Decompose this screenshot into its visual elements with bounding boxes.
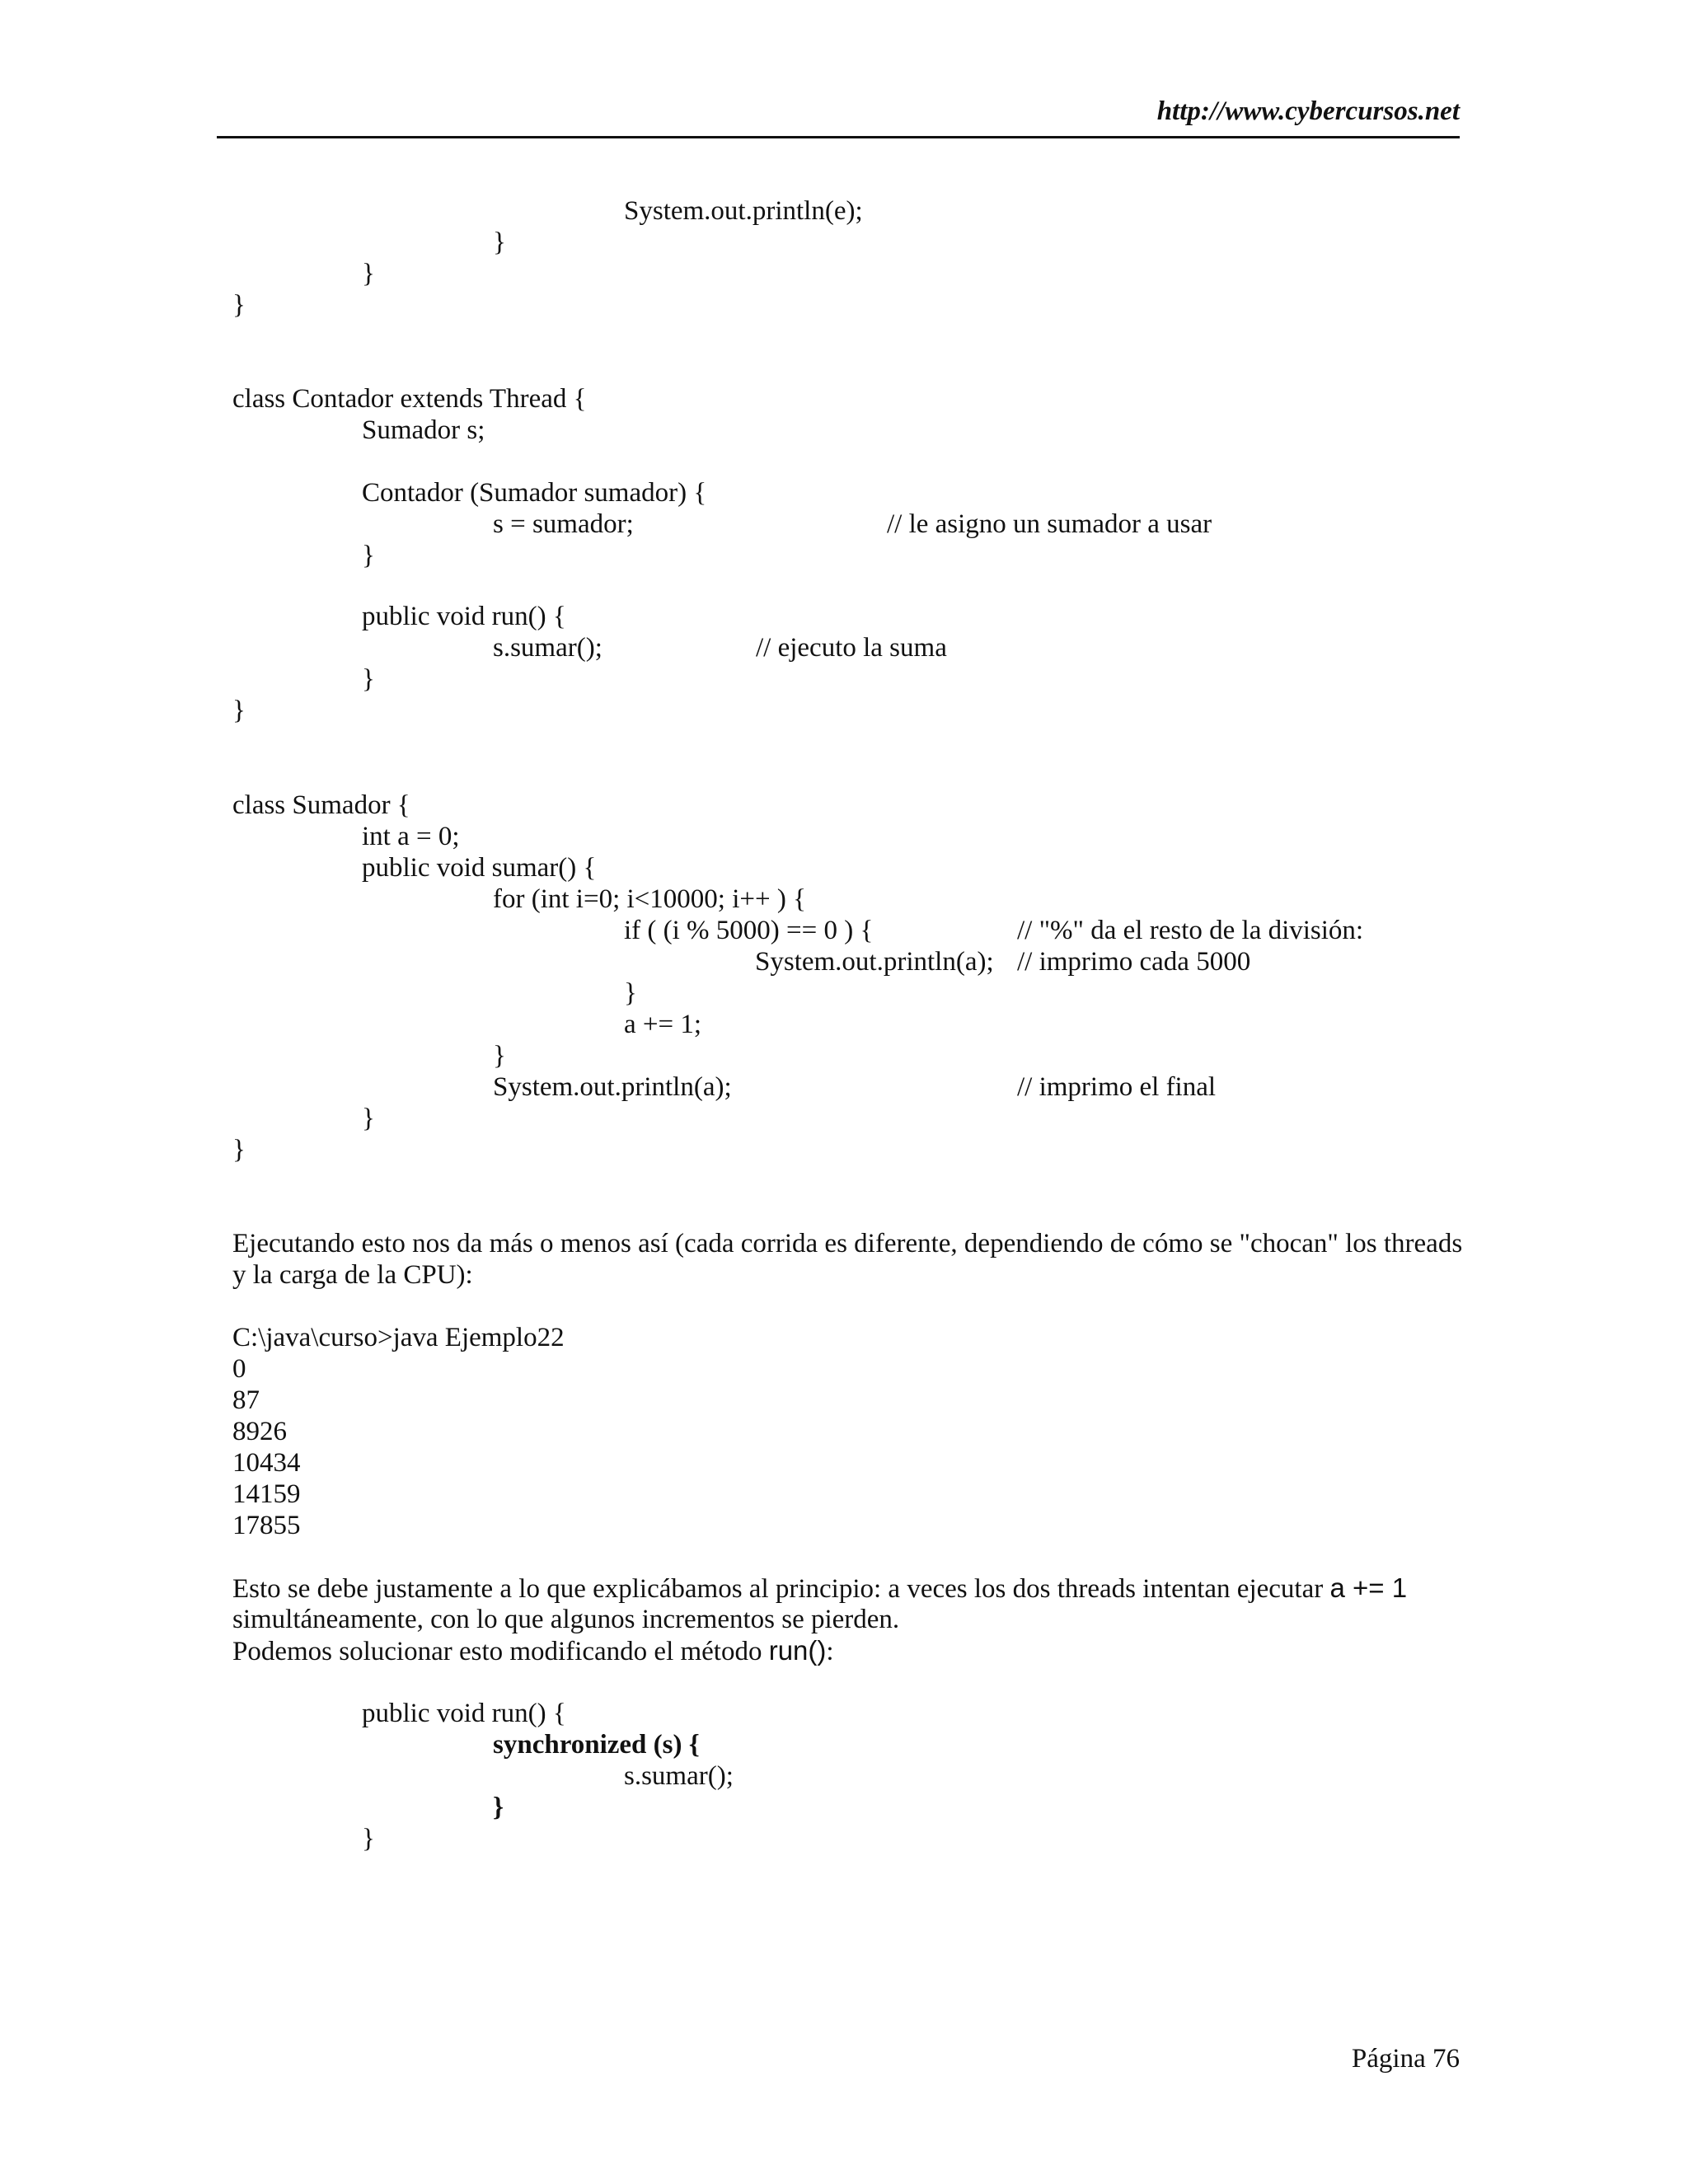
code-line: System.out.println(a); [493, 1072, 732, 1102]
paragraph-text: Esto se debe justamente a lo que explicábamos al principio: a veces los dos threads intentan ejecutar [232, 1574, 1330, 1604]
code-line-synchronized: synchronized (s) { [493, 1730, 700, 1760]
code-line: public void run() { [362, 602, 566, 631]
code-comment: // "%" da el resto de la división: [1017, 916, 1364, 945]
code-comment: // le asigno un sumador a usar [887, 509, 1212, 539]
code-line: } [232, 290, 246, 320]
code-line-synchronized-close: } [493, 1793, 504, 1822]
console-output-line: 10434 [232, 1448, 301, 1478]
page-number: Página 76 [1351, 2044, 1460, 2074]
console-output-line: 14159 [232, 1479, 301, 1509]
console-output-line: 17855 [232, 1511, 301, 1540]
code-line: System.out.println(a); [755, 947, 994, 977]
code-line: public void run() { [362, 1699, 566, 1728]
code-line: } [232, 696, 246, 725]
code-line: } [493, 1041, 506, 1071]
code-line: } [493, 227, 506, 257]
code-line: s = sumador; [493, 509, 634, 539]
console-output-line: 87 [232, 1385, 260, 1415]
code-line: class Sumador { [232, 790, 410, 820]
inline-code: a += 1 [1329, 1572, 1408, 1603]
code-line: System.out.println(e); [624, 196, 863, 226]
code-line: a += 1; [624, 1010, 702, 1039]
code-comment: // imprimo cada 5000 [1017, 947, 1251, 977]
paragraph-text: Podemos solucionar esto modificando el método [232, 1637, 769, 1666]
code-line: } [362, 541, 375, 570]
code-comment: // ejecuto la suma [756, 633, 947, 663]
code-line: } [362, 1824, 375, 1854]
code-line: Sumador s; [362, 415, 485, 445]
inline-code: run() [768, 1635, 827, 1666]
code-line: Contador (Sumador sumador) { [362, 478, 707, 508]
console-command: C:\java\curso>java Ejemplo22 [232, 1323, 565, 1352]
code-line: s.sumar(); [624, 1761, 734, 1791]
code-line: } [624, 978, 637, 1008]
code-line: } [362, 1104, 375, 1133]
console-output-line: 8926 [232, 1417, 287, 1446]
paragraph-solution-line [232, 1635, 834, 1667]
paragraph-cause-line-2: simultáneamente, con lo que algunos incrementos se pierden. [232, 1605, 900, 1634]
code-line: } [232, 1135, 246, 1165]
paragraph-cause-line-1 [232, 1572, 1407, 1605]
code-line: } [362, 259, 375, 288]
code-line: s.sumar(); [493, 633, 603, 663]
paragraph-explanation: Ejecutando esto nos da más o menos así (cada corrida es diferente, dependiendo de cómo se "chocan" los threads y la carga de la CPU): [232, 1229, 1463, 1290]
code-line: class Contador extends Thread { [232, 384, 587, 414]
code-comment: // imprimo el final [1017, 1072, 1217, 1102]
code-line: for (int i=0; i<10000; i++ ) { [493, 884, 806, 914]
code-line: } [362, 664, 375, 694]
code-line: public void sumar() { [362, 853, 597, 883]
header-rule [217, 136, 1460, 138]
header-url: http://www.cybercursos.net [1156, 96, 1460, 126]
code-line: int a = 0; [362, 822, 460, 851]
code-line: if ( (i % 5000) == 0 ) { [624, 916, 874, 945]
paragraph-text: : [826, 1637, 834, 1666]
console-output-line: 0 [232, 1354, 246, 1384]
